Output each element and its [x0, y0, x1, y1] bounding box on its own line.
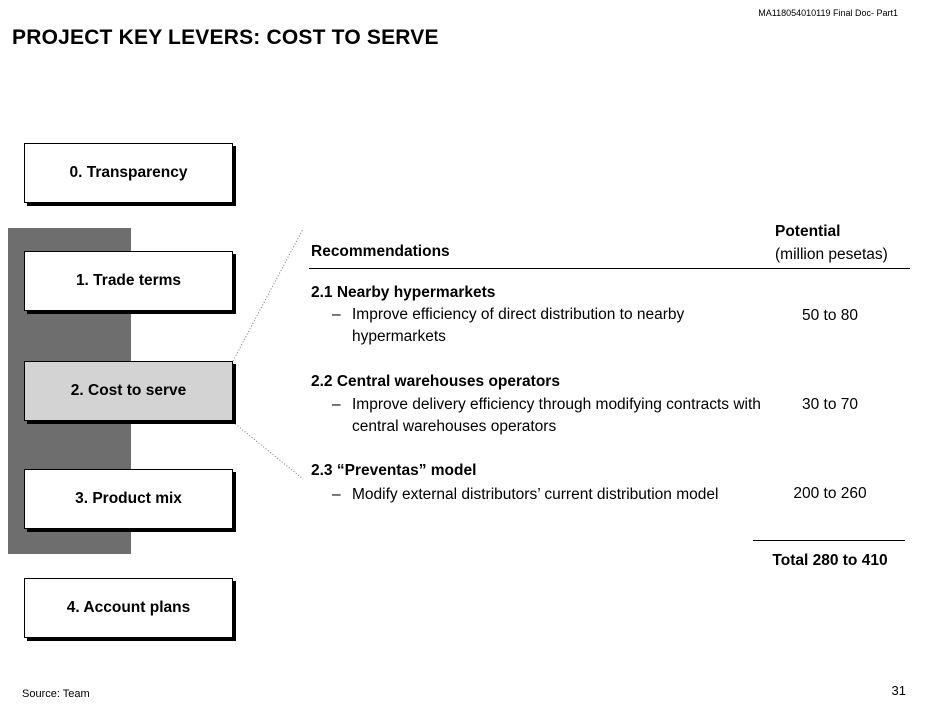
- total-divider: [753, 540, 905, 541]
- lever-transparency[interactable]: [24, 143, 233, 203]
- lever-product-mix[interactable]: [24, 469, 233, 529]
- lever-trade-terms[interactable]: [24, 251, 233, 311]
- lever-label: 3. Product mix: [75, 490, 182, 507]
- connector-line-bottom: [233, 422, 303, 479]
- header-divider: [309, 268, 910, 269]
- recommendation-text: Improve delivery efficiency through modifying contracts with central warehouses operators: [352, 396, 761, 435]
- potential-header-title: Potential: [775, 223, 841, 240]
- page-number: 31: [891, 683, 906, 698]
- recommendations-header: Recommendations: [311, 243, 450, 260]
- recommendation-bullet: [332, 484, 762, 506]
- recommendation-heading: 2.2 Central warehouses operators: [311, 373, 560, 390]
- recommendation-heading: 2.3 “Preventas” model: [311, 462, 477, 479]
- recommendation-bullet: [332, 394, 762, 438]
- recommendation-text: Modify external distributors’ current distribution model: [352, 486, 719, 503]
- potential-header-unit: (million pesetas): [775, 246, 888, 263]
- total-potential: Total 280 to 410: [772, 552, 888, 569]
- potential-value: 200 to 260: [793, 485, 867, 502]
- lever-cost-to-serve[interactable]: [24, 361, 233, 421]
- recommendation-bullet: [332, 304, 762, 348]
- bullet-dash: –: [332, 486, 341, 503]
- bullet-dash: –: [332, 306, 341, 323]
- source-note: Source: Team: [22, 688, 90, 700]
- lever-account-plans[interactable]: [24, 578, 233, 638]
- potential-value: 30 to 70: [801, 396, 859, 413]
- lever-label: 0. Transparency: [69, 164, 188, 181]
- recommendation-text: Improve efficiency of direct distribution to nearby hypermarkets: [352, 306, 685, 345]
- lever-label: 2. Cost to serve: [70, 382, 187, 399]
- recommendation-heading: 2.1 Nearby hypermarkets: [311, 284, 496, 301]
- connector-line-top: [233, 229, 303, 361]
- potential-value: 50 to 80: [801, 307, 859, 324]
- page-title: PROJECT KEY LEVERS: COST TO SERVE: [12, 26, 439, 49]
- lever-label: 1. Trade terms: [75, 272, 182, 289]
- lever-label: 4. Account plans: [66, 599, 191, 616]
- potential-header: [775, 220, 888, 266]
- document-reference: MA118054010119 Final Doc- Part1: [758, 8, 898, 18]
- bullet-dash: –: [332, 396, 341, 413]
